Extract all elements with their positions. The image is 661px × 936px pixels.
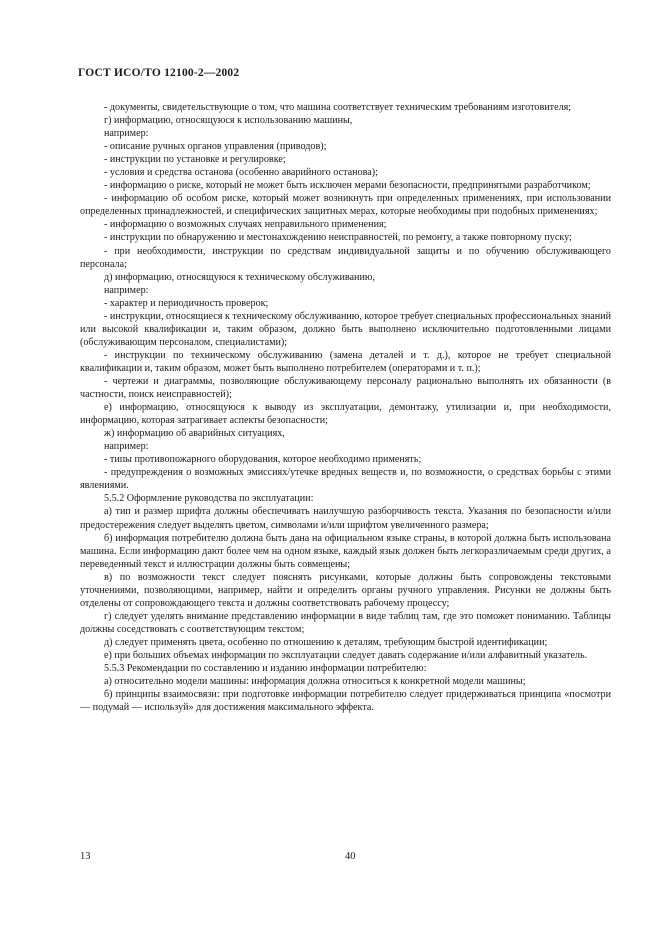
paragraph: е) при больших объемах информации по эксплуатации следует давать содержание и/или алфавитный указатель. <box>104 649 588 661</box>
paragraph: - инструкции по обнаружению и местонахождению неисправностей, по ремонту, а также повторному пуску; <box>104 232 572 244</box>
paragraph: - предупреждения о возможных эмиссиях/утечке вредных веществ и, по возможности, о средствах борьбы с этими явлениями. <box>80 467 611 492</box>
paragraph: - типы противопожарного оборудования, которое необходимо применять; <box>104 454 422 466</box>
paragraph: - инструкции по установке и регулировке; <box>104 154 286 166</box>
paragraph: а) относительно модели машины: информация должна относиться к конкретной модели машины; <box>104 676 526 688</box>
section-heading: 5.5.3 Рекомендации по составлению и изданию информации потребителю: <box>104 663 427 675</box>
document-body <box>80 101 611 714</box>
paragraph: - характер и периодичность проверок; <box>104 297 269 309</box>
paragraph: - инструкции по техническому обслуживанию (замена деталей и т. д.), которое не требует специальной квалификации и, таким образом, может быть выполнено потребителем (операторами и т. п.); <box>80 349 611 374</box>
paragraph: - описание ручных органов управления (приводов); <box>104 141 327 153</box>
paragraph: в) по возможности текст следует пояснять рисунками, которые должны быть сопровождены текстовыми уточнениями, позволяющими, например, найти и определить органы ручного управления. Рисунки не должны быть отделены от сопровождающего текста и должны соответствовать рабочему процессу; <box>80 571 611 609</box>
section-heading: 5.5.2 Оформление руководства по эксплуатации: <box>104 493 314 505</box>
paragraph: - чертежи и диаграммы, позволяющие обслуживающему персоналу рационально выполнять их обязанности (в частности, поиск неисправностей); <box>80 375 611 401</box>
paragraph: например: <box>104 284 149 296</box>
paragraph: - при необходимости, инструкции по средствам индивидуальной защиты и по обучению обслуживающего персонала; <box>80 245 611 270</box>
paragraph: б) информация потребителю должна быть дана на официальном языке страны, в которой должна быть использована машина. Если информацию дают более чем на одном языке, каждый язык должен быть легкоразличаемым среди других, а переведенный текст и иллюстрации должны быть совмещены; <box>80 532 611 570</box>
paragraph: - информацию о возможных случаях неправильного применения; <box>104 219 387 231</box>
paragraph: б) принципы взаимосвязи: при подготовке информации потребителю следует придерживаться принципа «посмотри — подумай — используй» для достижения максимального эффекта. <box>80 689 611 714</box>
paragraph: - документы, свидетельствующие о том, что машина соответствует техническим требованиям изготовителя; <box>104 102 572 113</box>
paragraph: ж) информацию об аварийных ситуациях, <box>104 428 285 440</box>
paragraph: например: <box>104 128 149 140</box>
paragraph: - условия и средства останова (особенно аварийного останова); <box>104 167 378 179</box>
paragraph: е) информацию, относящуюся к выводу из эксплуатации, демонтажу, утилизации и, при необходимости, информацию, которая затрагивает аспекты безопасности; <box>80 402 611 427</box>
paragraph: например: <box>104 441 149 453</box>
paragraph: а) тип и размер шрифта должны обеспечивать наилучшую разборчивость текста. Указания по безопасности и/или предостережения следует выделять цветом, символами и/или шрифтом увеличенного размера; <box>80 506 611 531</box>
paragraph: г) информацию, относящуюся к использованию машины, <box>104 115 353 127</box>
paragraph: д) следует применять цвета, особенно по отношению к деталям, требующим быстрой идентификации; <box>104 636 548 648</box>
paragraph: г) следует уделять внимание представлению информации в виде таблиц там, где это поможет пониманию. Таблицы должны соседствовать с соответствующим текстом; <box>80 610 611 635</box>
document-header: ГОСТ ИСО/ТО 12100-2—2002 <box>78 67 240 79</box>
paragraph: д) информацию, относящуюся к техническому обслуживанию, <box>104 271 375 283</box>
page-number-left: 13 <box>80 851 91 862</box>
paragraph: - информацию об особом риске, который может возникнуть при определенных применениях, при использовании определенных принадлежностей, и специфических защитных мерах, которые необходимы при подобных применениях; <box>80 193 611 218</box>
paragraph: - инструкции, относящиеся к техническому обслуживанию, которое требует специальных профессиональных знаний или высокой квалификации и, таким образом, должно быть выполнено исключительно подготовленными лицами (обслуживающим персоналом, специалистами); <box>80 310 611 348</box>
paragraph: - информацию о риске, который не может быть исключен мерами безопасности, предпринятыми разработчиком; <box>104 180 591 192</box>
page-number-center: 40 <box>345 851 356 862</box>
